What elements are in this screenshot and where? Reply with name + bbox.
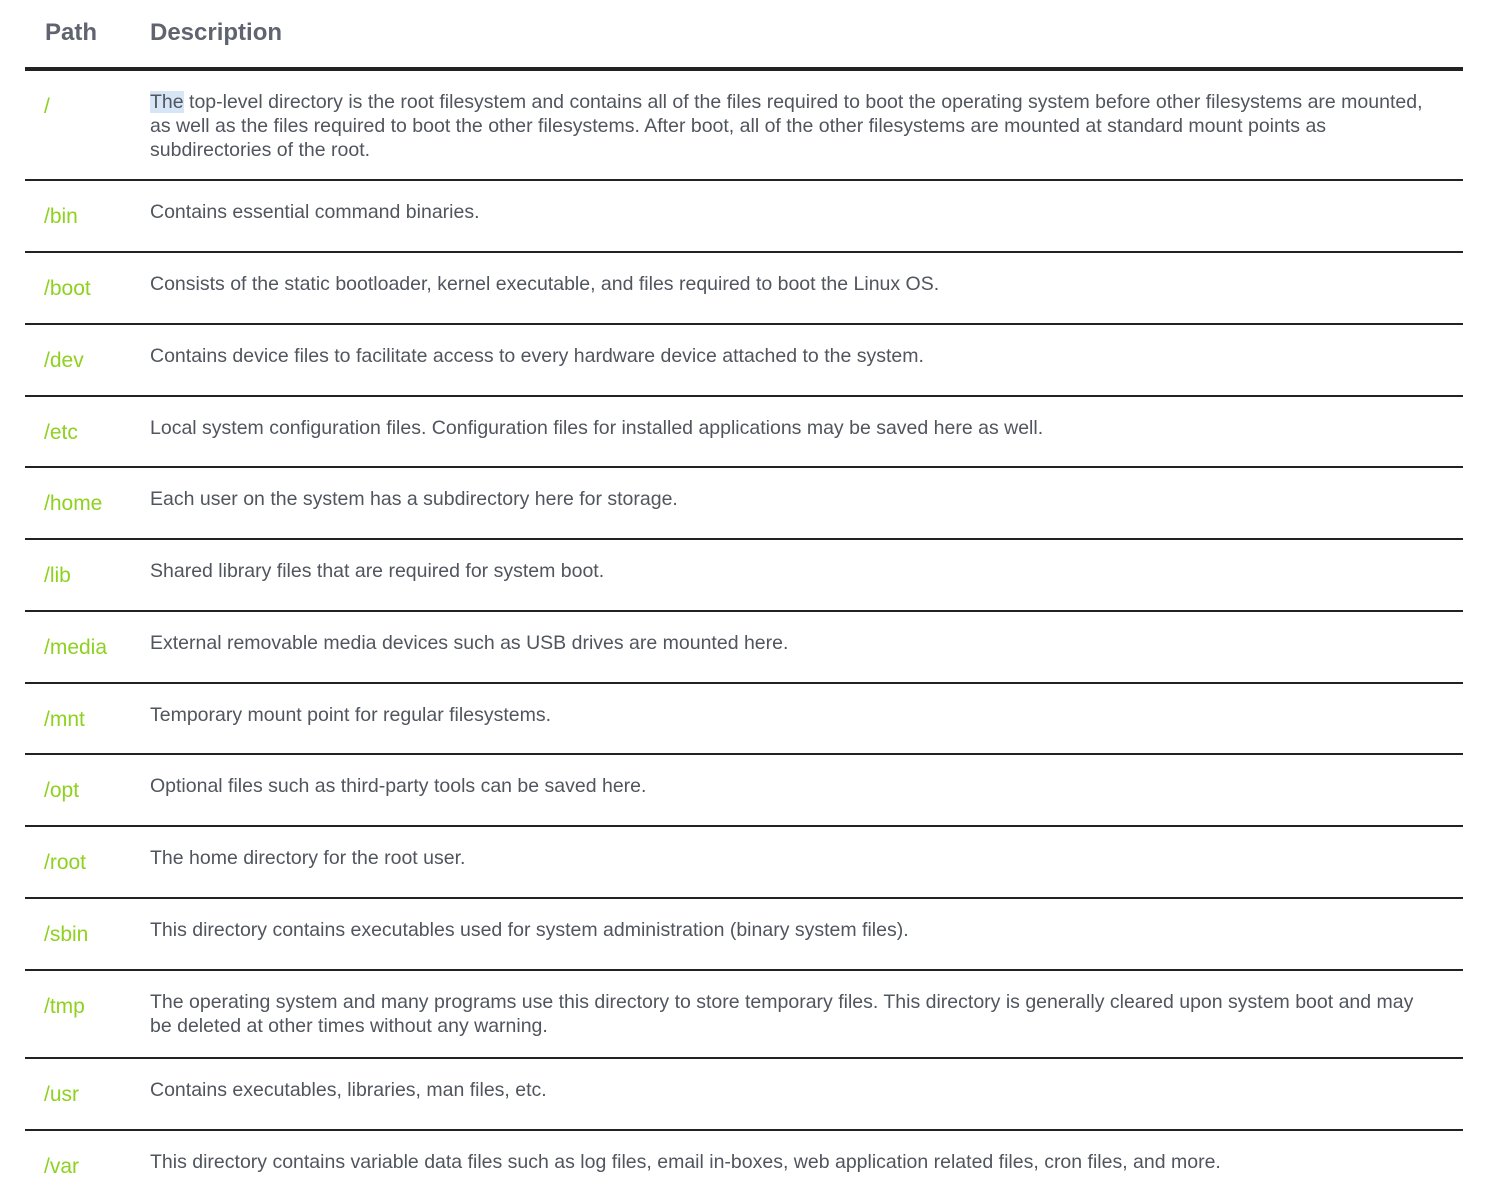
row-path: /home bbox=[44, 492, 103, 515]
table-header bbox=[25, 0, 1463, 71]
table-row bbox=[25, 1131, 1463, 1201]
table-row bbox=[25, 468, 1463, 540]
row-path: / bbox=[44, 95, 50, 118]
table-row bbox=[25, 325, 1463, 397]
row-path: /media bbox=[44, 636, 108, 659]
table-row bbox=[25, 253, 1463, 325]
row-description: Contains device files to facilitate access to every hardware device attached to the system. bbox=[150, 345, 924, 367]
row-description: External removable media devices such as USB drives are mounted here. bbox=[150, 632, 789, 654]
row-description: Shared library files that are required for system boot. bbox=[150, 560, 605, 582]
row-description: This directory contains executables used for system administration (binary system files). bbox=[150, 919, 909, 941]
row-description: Temporary mount point for regular filesystems. bbox=[150, 704, 551, 726]
row-path: /etc bbox=[44, 421, 78, 444]
row-description: Contains essential command binaries. bbox=[150, 201, 480, 223]
table-row bbox=[25, 71, 1463, 181]
text-selection-highlight: The bbox=[150, 91, 184, 113]
row-description: Contains executables, libraries, man files, etc. bbox=[150, 1079, 547, 1101]
table-row bbox=[25, 755, 1463, 827]
row-description-text: top-level directory is the root filesystem and contains all of the files required to boot the operating system before other filesystems are mounted, as well as the files required to boot the other filesystems. After boot, all of the other filesystems are mounted at standard mount points as subdirectories of the root. bbox=[150, 91, 1423, 161]
table-row bbox=[25, 827, 1463, 899]
row-path: /lib bbox=[44, 564, 71, 587]
header-path: Path bbox=[45, 19, 98, 46]
row-description: The home directory for the root user. bbox=[150, 847, 466, 869]
table-row bbox=[25, 612, 1463, 684]
table-row bbox=[25, 971, 1463, 1059]
directory-table bbox=[25, 0, 1463, 1201]
row-path: /usr bbox=[44, 1083, 80, 1106]
table-row bbox=[25, 397, 1463, 468]
row-path: /bin bbox=[44, 205, 78, 228]
table-row bbox=[25, 684, 1463, 755]
table-row bbox=[25, 181, 1463, 253]
table-row bbox=[25, 1059, 1463, 1131]
row-path: /tmp bbox=[44, 995, 85, 1018]
row-description bbox=[150, 90, 1423, 162]
row-path: /sbin bbox=[44, 923, 89, 946]
row-description: Each user on the system has a subdirectory here for storage. bbox=[150, 488, 678, 510]
row-path: /root bbox=[44, 851, 87, 874]
row-description: Local system configuration files. Configuration files for installed applications may be saved here as well. bbox=[150, 417, 1044, 439]
row-path: /var bbox=[44, 1155, 80, 1178]
row-description: Optional files such as third-party tools can be saved here. bbox=[150, 775, 647, 797]
table-row bbox=[25, 899, 1463, 971]
row-description: This directory contains variable data files such as log files, email in-boxes, web application related files, cron files, and more. bbox=[150, 1151, 1221, 1173]
header-description: Description bbox=[150, 19, 283, 46]
row-path: /mnt bbox=[44, 708, 85, 731]
row-description: The operating system and many programs use this directory to store temporary files. This directory is generally cleared upon system boot and may be deleted at other times without any warning. bbox=[150, 991, 1414, 1037]
row-path: /opt bbox=[44, 779, 80, 802]
row-path: /boot bbox=[44, 277, 91, 300]
table-row bbox=[25, 540, 1463, 612]
row-description: Consists of the static bootloader, kernel executable, and files required to boot the Linux OS. bbox=[150, 273, 940, 295]
row-path: /dev bbox=[44, 349, 84, 372]
